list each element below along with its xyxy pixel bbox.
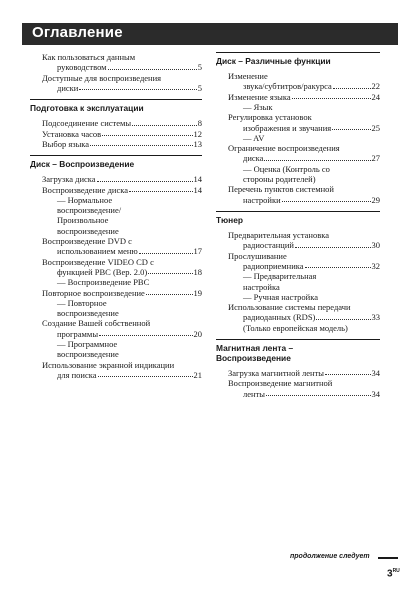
- entry-title-line: звука/субтитров/ракурса: [243, 81, 332, 92]
- entry-subitem: — Оценка (Контроль со: [243, 163, 330, 174]
- entry-page-number: 21: [193, 369, 202, 380]
- entry-subitem: (Только европейская модель): [243, 322, 348, 333]
- leader-dots: [332, 123, 370, 130]
- entry-page-number: 17: [193, 246, 202, 257]
- entry-subitem: — Воспроизведение PBC: [57, 277, 150, 288]
- toc-entry[interactable]: [30, 257, 202, 288]
- entry-subitem: воспроизведение: [57, 308, 119, 319]
- entry-title-line: Воспроизведение DVD с: [42, 236, 132, 247]
- toc-section: [30, 52, 202, 93]
- entry-title-line: Предварительная установка: [228, 230, 330, 241]
- leader-dots: [102, 129, 192, 136]
- toc-section: [216, 339, 380, 399]
- entry-page-number: 32: [371, 260, 380, 271]
- toc-section: [216, 52, 380, 205]
- toc-entry[interactable]: [216, 143, 380, 184]
- entry-page-number: 14: [193, 184, 202, 195]
- entry-title-line: Изменение: [228, 71, 268, 82]
- entry-subitem: воспроизведение: [57, 225, 119, 236]
- leader-dots: [295, 240, 371, 247]
- toc-entry[interactable]: [216, 378, 380, 399]
- leader-dots: [90, 139, 192, 146]
- toc-entry[interactable]: [216, 302, 380, 333]
- entry-title-line: Использование системы передачи: [228, 302, 351, 313]
- entry-subitem: — Программное: [57, 338, 118, 349]
- entry-title-line: программы: [57, 328, 99, 339]
- entry-page-number: 30: [371, 240, 380, 251]
- leader-dots: [146, 288, 193, 295]
- leader-dots: [98, 370, 193, 377]
- entry-page-number: 34: [371, 388, 380, 399]
- entry-page-number: 18: [193, 266, 202, 277]
- entry-subitem: воспроизведение/: [57, 205, 122, 216]
- entry-title-line: Загрузка диска: [42, 174, 96, 185]
- leader-dots: [108, 62, 197, 69]
- toc-entry[interactable]: [216, 230, 380, 251]
- toc-entry[interactable]: [30, 73, 202, 94]
- entry-subitem: — AV: [243, 132, 265, 143]
- entry-page-number: 8: [197, 118, 202, 129]
- entry-subitem: — Повторное: [57, 297, 107, 308]
- entry-title-line: Прослушивание: [228, 250, 287, 261]
- toc-entry[interactable]: [30, 129, 202, 139]
- entry-page-number: 14: [193, 174, 202, 185]
- toc-entry[interactable]: [30, 236, 202, 257]
- entry-title-line: Подсоединение системы: [42, 118, 132, 129]
- entry-title-line: Ограничение воспроизведения: [228, 143, 340, 154]
- toc-entry[interactable]: [216, 184, 380, 205]
- toc-entry[interactable]: [30, 118, 202, 128]
- entry-page-number: 5: [197, 62, 202, 73]
- entry-page-number: 27: [371, 153, 380, 164]
- entry-page-number: 5: [197, 82, 202, 93]
- entry-title-line: настройки: [243, 194, 281, 205]
- entry-title-line: Воспроизведение VIDEO CD с: [42, 256, 154, 267]
- leader-dots: [79, 83, 196, 90]
- entry-title-line: Повторное воспроизведение: [42, 287, 145, 298]
- leader-dots: [129, 185, 193, 192]
- entry-title-line: для поиска: [57, 369, 97, 380]
- toc-entry[interactable]: [216, 92, 380, 113]
- entry-page-number: 25: [371, 122, 380, 133]
- entry-page-number: 29: [371, 194, 380, 205]
- entry-page-number: 24: [371, 91, 380, 102]
- entry-title-line: функцией PBC (Вер. 2.0): [57, 266, 148, 277]
- leader-dots: [97, 174, 193, 181]
- toc-entry[interactable]: [216, 368, 380, 378]
- entry-subitem: — Предварительная: [243, 271, 317, 282]
- leader-dots: [325, 368, 370, 375]
- entry-page-number: 34: [371, 368, 380, 379]
- leader-dots: [305, 261, 371, 268]
- entry-subitem: — Нормальное: [57, 194, 113, 205]
- entry-page-number: 19: [193, 287, 202, 298]
- entry-subitem: настройка: [243, 281, 280, 292]
- toc-section: [216, 211, 380, 333]
- entry-title-line: Использование экранной индикации: [42, 359, 175, 370]
- entry-page-number: 20: [193, 328, 202, 339]
- entry-title-line: диски: [57, 82, 79, 93]
- leader-dots: [282, 195, 371, 202]
- entry-title-line: Установка часов: [42, 128, 102, 139]
- entry-subitem: воспроизведение: [57, 349, 119, 360]
- entry-title-line: Перечень пунктов системной: [228, 184, 334, 195]
- continued-note: продолжение следует: [290, 553, 370, 560]
- toc-entry[interactable]: [30, 174, 202, 184]
- title-banner: [22, 23, 398, 45]
- entry-title-line: радиоприемника: [243, 260, 304, 271]
- page-number-suffix: RU: [392, 568, 400, 574]
- entry-subitem: Произвольное: [57, 215, 109, 226]
- entry-title-line: Изменение языка: [228, 91, 291, 102]
- section-heading: Магнитная лента – Воспроизведение: [216, 339, 380, 363]
- toc-right-column: [216, 52, 380, 405]
- toc-entry[interactable]: [30, 288, 202, 319]
- entry-subitem: стороны родителей): [243, 174, 316, 185]
- entry-title-line: Воспроизведение магнитной: [228, 378, 333, 389]
- leader-dots: [148, 267, 192, 274]
- page-title: Оглавление: [32, 24, 123, 41]
- toc-section: [30, 99, 202, 149]
- entry-title-line: радиоданных (RDS): [243, 312, 316, 323]
- entry-title-line: изображения и звучания: [243, 122, 332, 133]
- toc-entry[interactable]: [30, 139, 202, 149]
- leader-dots: [292, 92, 371, 99]
- entry-title-line: Регулировка установок: [228, 112, 312, 123]
- entry-title-line: Выбор языка: [42, 138, 90, 149]
- section-heading: Тюнер: [216, 211, 380, 225]
- toc-entry[interactable]: [30, 185, 202, 236]
- entry-title-line: Загрузка магнитной ленты: [228, 368, 325, 379]
- entry-title-line: Воспроизведение диска: [42, 184, 128, 195]
- entry-page-number: 33: [371, 312, 380, 323]
- entry-title-line: радиостанций: [243, 240, 294, 251]
- entry-title-line: ленты: [243, 388, 265, 399]
- leader-dots: [139, 246, 193, 253]
- toc-section: [30, 155, 202, 380]
- entry-page-number: 13: [193, 138, 202, 149]
- entry-title-line: использованием меню: [57, 246, 138, 257]
- section-heading: Диск – Воспроизведение: [30, 155, 202, 169]
- entry-page-number: 22: [371, 81, 380, 92]
- toc-entry[interactable]: [216, 112, 380, 143]
- page-number: [387, 568, 400, 579]
- leader-dots: [99, 329, 192, 336]
- page-number-value: 3: [387, 568, 393, 580]
- entry-title-line: Доступные для воспроизведения: [42, 72, 162, 83]
- entry-subitem: — Ручная настройка: [243, 291, 318, 302]
- entry-page-number: 12: [193, 128, 202, 139]
- toc-left-column: [30, 52, 202, 386]
- leader-dots: [264, 153, 370, 160]
- leader-dots: [316, 312, 370, 319]
- continued-arrow: [378, 557, 398, 559]
- entry-title-line: Как пользоваться данным: [42, 52, 136, 62]
- entry-title-line: Создание Вашей собственной: [42, 318, 151, 329]
- leader-dots: [132, 118, 197, 125]
- entry-title-line: руководством: [57, 62, 107, 73]
- toc-entry[interactable]: [216, 71, 380, 92]
- section-heading: Подготовка к эксплуатации: [30, 99, 202, 113]
- toc-entry[interactable]: [216, 251, 380, 302]
- section-heading: Диск – Различные функции: [216, 52, 380, 66]
- toc-entry[interactable]: [30, 318, 202, 359]
- leader-dots: [266, 389, 371, 396]
- entry-title-line: диска: [243, 153, 264, 164]
- leader-dots: [333, 81, 371, 88]
- entry-subitem: — Язык: [243, 101, 273, 112]
- toc-entry[interactable]: [30, 52, 202, 73]
- toc-entry[interactable]: [30, 360, 202, 381]
